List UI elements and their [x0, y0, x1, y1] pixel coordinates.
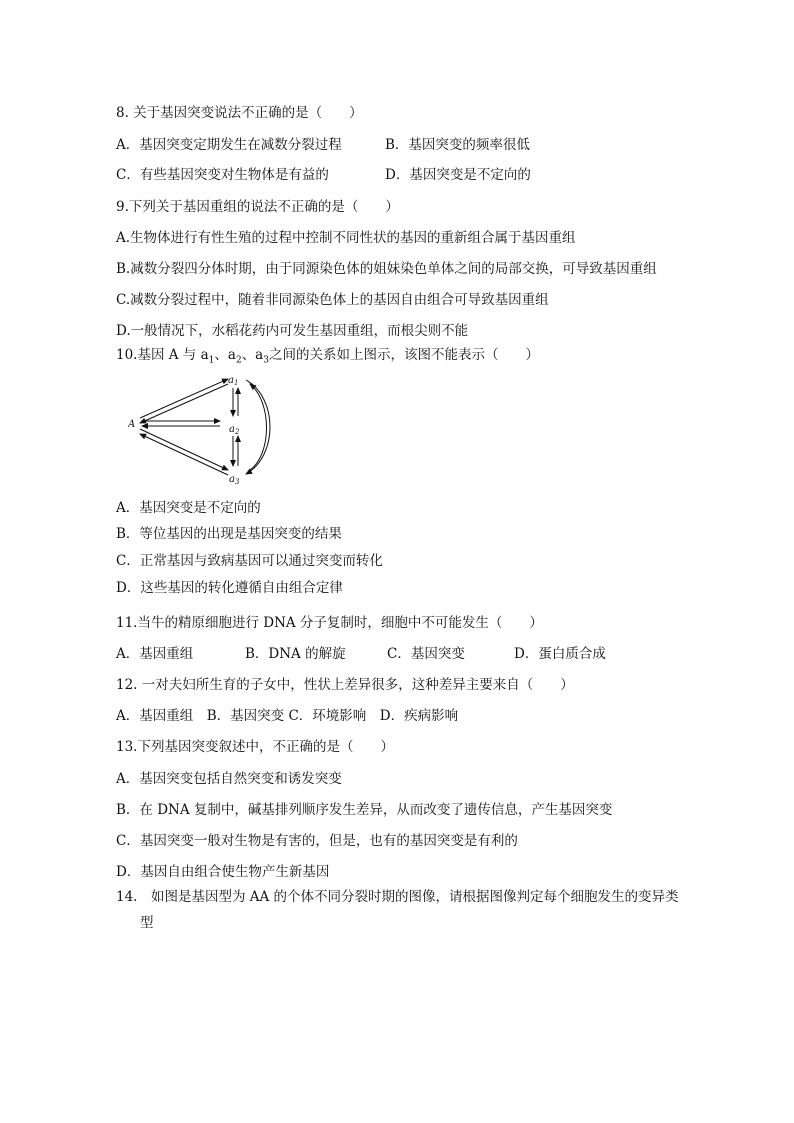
q10-sep-2: 、a	[241, 347, 264, 363]
diagram-label-a2: $a_2$	[229, 424, 240, 436]
q10-sub-2: 2	[235, 355, 242, 366]
q13-option-b: B．在 DNA 复制中，碱基排列顺序发生差异，从而改变了遗传信息，产生基因突变	[116, 802, 613, 818]
q10-option-b: B．等位基因的出现是基因突变的结果	[116, 526, 342, 542]
q9-option-a: A.生物体进行有性生殖的过程中控制不同性状的基因的重新组合属于基因重组	[116, 230, 576, 246]
q8-option-a: A．基因突变定期发生在减数分裂过程	[116, 137, 342, 153]
q9-stem: 9.下列关于基因重组的说法不正确的是（ ）	[116, 199, 399, 215]
q14-stem-line1: 14. 如图是基因型为 AA 的个体不同分裂时期的图像，请根据图像判定每个细胞发生的变异类	[116, 889, 679, 905]
q8-option-c: C．有些基因突变对生物体是有益的	[116, 167, 329, 183]
q8-stem: 8. 关于基因突变说法不正确的是（ ）	[116, 105, 363, 121]
q9-option-d: D.一般情况下，水稻花药内可发生基因重组，而根尖则不能	[116, 323, 469, 339]
q10-option-a: A．基因突变是不定向的	[116, 500, 261, 516]
q10-sub-3: 3	[263, 355, 269, 366]
arrow-a3-to-a1	[250, 384, 267, 470]
q11-option-a: A．基因重组	[116, 646, 194, 662]
q10-sep-1: 、a	[214, 347, 236, 363]
q13-stem: 13.下列基因突变叙述中，不正确的是（ ）	[116, 739, 394, 755]
q13-option-c: C．基因突变一般对生物是有害的，但是，也有的基因突变是有利的	[116, 833, 518, 849]
q10-option-c: C．正常基因与致病基因可以通过突变而转化	[116, 553, 383, 569]
diagram-label-a-upper: A	[128, 419, 136, 430]
q8-option-d: D．基因突变是不定向的	[385, 167, 531, 183]
q12-options: A．基因重组 B．基因突变 C．环境影响 D．疾病影响	[116, 708, 459, 724]
q13-option-a: A．基因突变包括自然突变和诱发突变	[116, 771, 342, 787]
q11-stem: 11.当牛的精原细胞进行 DNA 分子复制时，细胞中不可能发生（ ）	[116, 615, 543, 631]
q11-option-b: B．DNA 的解旋	[245, 646, 346, 662]
q10-option-d: D．这些基因的转化遵循自由组合定律	[116, 580, 343, 596]
q10-stem	[116, 346, 539, 370]
q11-option-c: C．基因突变	[387, 646, 465, 662]
q8-option-b: B．基因突变的频率很低	[385, 137, 530, 153]
q10-stem-pre: 10.基因 A 与 a	[116, 347, 209, 363]
q9-option-b: B.减数分裂四分体时期，由于同源染色体的姐妹染色单体之间的局部交换，可导致基因重组	[116, 261, 657, 277]
q9-option-c: C.减数分裂过程中，随着非同源染色体上的基因自由组合可导致基因重组	[116, 292, 549, 308]
gene-mutation-diagram	[128, 370, 288, 485]
q11-option-d: D．蛋白质合成	[514, 646, 606, 662]
arrow-a-to-a3	[140, 429, 228, 470]
arrow-a3-to-a	[140, 434, 228, 475]
q13-option-d: D．基因自由组合使生物产生新基因	[116, 864, 330, 880]
q10-stem-post: 之间的关系如上图示，该图不能表示（ ）	[268, 347, 539, 363]
q12-stem: 12. 一对夫妇所生育的子女中，性状上差异很多，这种差异主要来自（ ）	[116, 677, 574, 693]
arrow-a1-to-a	[140, 384, 228, 423]
q10-sub-1: 1	[208, 355, 215, 366]
arrow-a-to-a1	[140, 379, 228, 418]
diagram-label-a1: $a_1$	[228, 375, 239, 387]
q14-stem-line2: 型	[140, 915, 154, 931]
diagram-label-a3: $a_3$	[229, 474, 240, 485]
